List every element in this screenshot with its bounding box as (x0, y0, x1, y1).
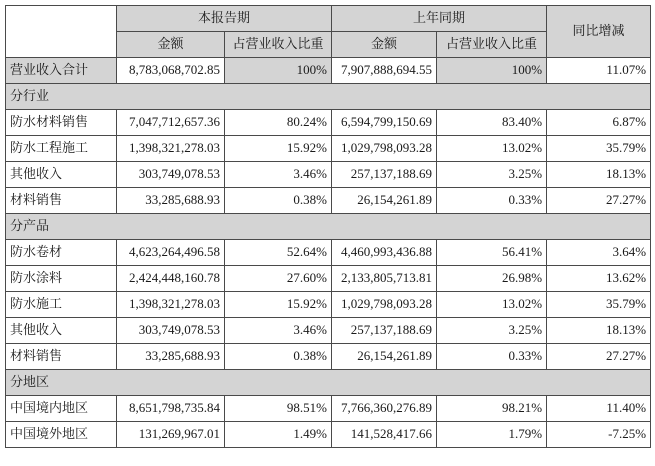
current-amount-cell: 1,398,321,278.03 (117, 136, 225, 162)
table-row (6, 136, 651, 162)
current-ratio-cell: 0.38% (225, 188, 332, 214)
table-row (6, 292, 651, 318)
table-row (6, 240, 651, 266)
yoy-cell: 18.13% (547, 318, 651, 344)
table-row (6, 188, 651, 214)
prior-ratio-cell: 3.25% (437, 318, 547, 344)
current-ratio-cell: 98.51% (225, 396, 332, 422)
yoy-cell: 3.64% (547, 240, 651, 266)
prior-ratio-cell: 1.79% (437, 422, 547, 448)
yoy-cell: 27.27% (547, 344, 651, 370)
section-row-product (6, 214, 651, 240)
current-amount-cell: 4,623,264,496.58 (117, 240, 225, 266)
prior-amount-cell: 2,133,805,713.81 (332, 266, 437, 292)
table-row (6, 162, 651, 188)
prior-amount-cell: 6,594,799,150.69 (332, 110, 437, 136)
prior-amount-cell: 7,907,888,694.55 (332, 58, 437, 84)
yoy-cell: 6.87% (547, 110, 651, 136)
current-amount-cell: 8,783,068,702.85 (117, 58, 225, 84)
row-label: 防水涂料 (6, 266, 117, 292)
yoy-cell: 27.27% (547, 188, 651, 214)
table-row (6, 318, 651, 344)
current-amount-cell: 8,651,798,735.84 (117, 396, 225, 422)
header-row-groups (6, 6, 651, 32)
header-prior-period: 上年同期 (332, 6, 547, 32)
prior-amount-cell: 141,528,417.66 (332, 422, 437, 448)
current-amount-cell: 1,398,321,278.03 (117, 292, 225, 318)
row-label: 防水施工 (6, 292, 117, 318)
prior-ratio-cell: 0.33% (437, 188, 547, 214)
prior-amount-cell: 257,137,188.69 (332, 162, 437, 188)
header-prior-ratio: 占营业收入比重 (437, 32, 547, 58)
table-row (6, 344, 651, 370)
section-title: 分地区 (6, 370, 651, 396)
section-row-region (6, 370, 651, 396)
row-label: 其他收入 (6, 318, 117, 344)
prior-ratio-cell: 0.33% (437, 344, 547, 370)
row-label: 其他收入 (6, 162, 117, 188)
prior-ratio-cell: 100% (437, 58, 547, 84)
current-ratio-cell: 0.38% (225, 344, 332, 370)
section-title: 分产品 (6, 214, 651, 240)
current-amount-cell: 7,047,712,657.36 (117, 110, 225, 136)
prior-ratio-cell: 56.41% (437, 240, 547, 266)
current-ratio-cell: 52.64% (225, 240, 332, 266)
current-ratio-cell: 27.60% (225, 266, 332, 292)
prior-amount-cell: 26,154,261.89 (332, 188, 437, 214)
row-label: 防水工程施工 (6, 136, 117, 162)
prior-ratio-cell: 83.40% (437, 110, 547, 136)
yoy-cell: 11.40% (547, 396, 651, 422)
prior-amount-cell: 1,029,798,093.28 (332, 136, 437, 162)
prior-amount-cell: 257,137,188.69 (332, 318, 437, 344)
row-label: 中国境外地区 (6, 422, 117, 448)
yoy-cell: 35.79% (547, 136, 651, 162)
table-row (6, 110, 651, 136)
current-amount-cell: 33,285,688.93 (117, 188, 225, 214)
row-label: 材料销售 (6, 344, 117, 370)
current-amount-cell: 33,285,688.93 (117, 344, 225, 370)
current-ratio-cell: 3.46% (225, 318, 332, 344)
row-label: 营业收入合计 (6, 58, 117, 84)
row-label: 防水卷材 (6, 240, 117, 266)
prior-amount-cell: 1,029,798,093.28 (332, 292, 437, 318)
revenue-breakdown-table (5, 5, 651, 448)
table-row (6, 422, 651, 448)
current-ratio-cell: 3.46% (225, 162, 332, 188)
current-ratio-cell: 1.49% (225, 422, 332, 448)
current-ratio-cell: 80.24% (225, 110, 332, 136)
header-yoy: 同比增减 (547, 6, 651, 58)
row-label: 中国境内地区 (6, 396, 117, 422)
header-current-ratio: 占营业收入比重 (225, 32, 332, 58)
prior-amount-cell: 7,766,360,276.89 (332, 396, 437, 422)
header-current-period: 本报告期 (117, 6, 332, 32)
current-ratio-cell: 100% (225, 58, 332, 84)
prior-amount-cell: 26,154,261.89 (332, 344, 437, 370)
header-current-amount: 金额 (117, 32, 225, 58)
current-ratio-cell: 15.92% (225, 136, 332, 162)
section-title: 分行业 (6, 84, 651, 110)
prior-ratio-cell: 26.98% (437, 266, 547, 292)
current-ratio-cell: 15.92% (225, 292, 332, 318)
current-amount-cell: 2,424,448,160.78 (117, 266, 225, 292)
yoy-cell: 13.62% (547, 266, 651, 292)
current-amount-cell: 131,269,967.01 (117, 422, 225, 448)
prior-ratio-cell: 13.02% (437, 292, 547, 318)
section-row-industry (6, 84, 651, 110)
table-row (6, 266, 651, 292)
yoy-cell: 35.79% (547, 292, 651, 318)
current-amount-cell: 303,749,078.53 (117, 318, 225, 344)
prior-ratio-cell: 98.21% (437, 396, 547, 422)
header-prior-amount: 金额 (332, 32, 437, 58)
total-revenue-row (6, 58, 651, 84)
yoy-cell: 18.13% (547, 162, 651, 188)
prior-amount-cell: 4,460,993,436.88 (332, 240, 437, 266)
row-label: 材料销售 (6, 188, 117, 214)
row-label: 防水材料销售 (6, 110, 117, 136)
prior-ratio-cell: 3.25% (437, 162, 547, 188)
corner-cell (6, 6, 117, 58)
yoy-cell: -7.25% (547, 422, 651, 448)
prior-ratio-cell: 13.02% (437, 136, 547, 162)
table-row (6, 396, 651, 422)
yoy-cell: 11.07% (547, 58, 651, 84)
current-amount-cell: 303,749,078.53 (117, 162, 225, 188)
